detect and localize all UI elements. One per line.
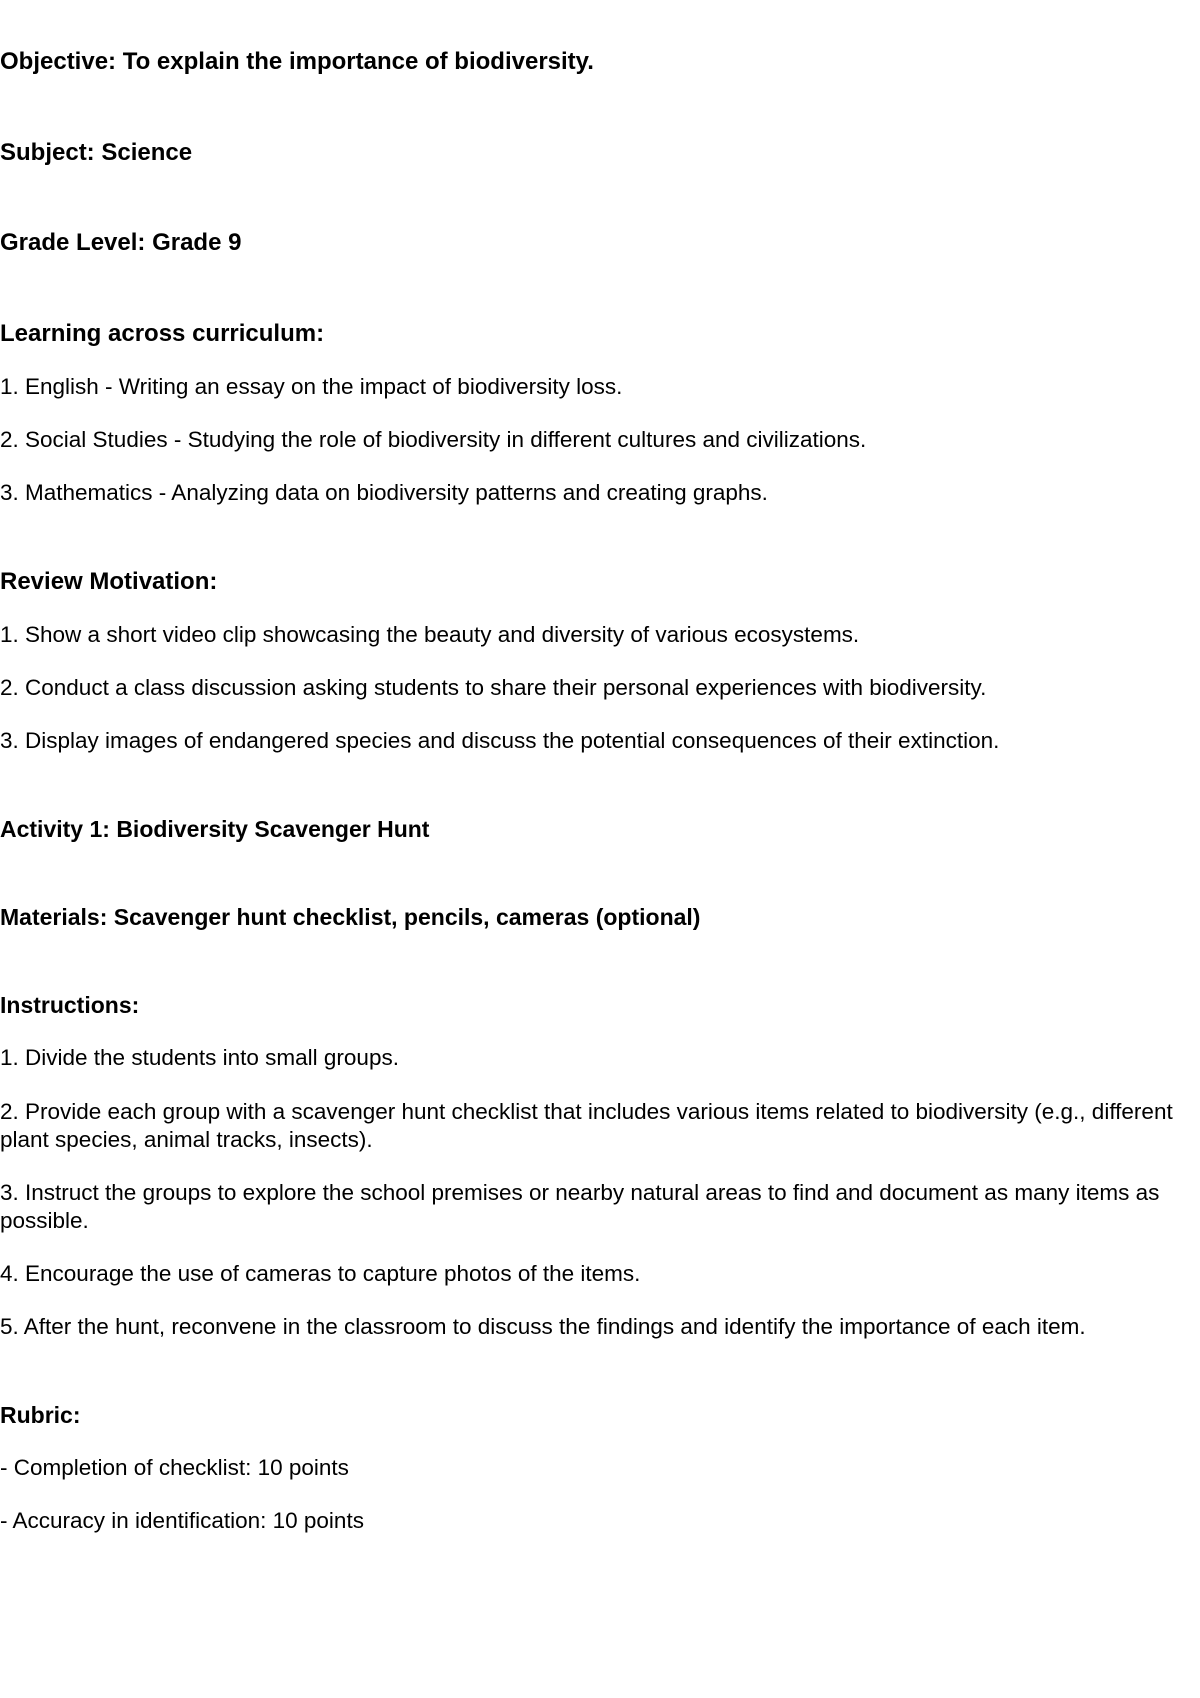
grade-level-heading: Grade Level: Grade 9	[0, 229, 242, 256]
instruction-item: 2. Provide each group with a scavenger hunt checklist that includes various items related to biodiversity (e.g., different plant species, animal tracks, insects).	[0, 1099, 1173, 1152]
curriculum-item: 1. English - Writing an essay on the impact of biodiversity loss.	[0, 374, 623, 399]
motivation-heading: Review Motivation:	[0, 568, 218, 595]
rubric-heading: Rubric:	[0, 1402, 81, 1428]
motivation-item: 2. Conduct a class discussion asking students to share their personal experiences with biodiversity.	[0, 675, 987, 700]
instruction-item: 1. Divide the students into small groups.	[0, 1045, 399, 1070]
instruction-item: 4. Encourage the use of cameras to capture photos of the items.	[0, 1261, 641, 1286]
motivation-item: 1. Show a short video clip showcasing the beauty and diversity of various ecosystems.	[0, 622, 860, 647]
rubric-item: - Accuracy in identification: 10 points	[0, 1508, 364, 1533]
curriculum-item: 3. Mathematics - Analyzing data on biodiversity patterns and creating graphs.	[0, 480, 768, 505]
objective-heading: Objective: To explain the importance of biodiversity.	[0, 48, 594, 75]
curriculum-item: 2. Social Studies - Studying the role of biodiversity in different cultures and civilizations.	[0, 427, 867, 452]
instructions-heading: Instructions:	[0, 992, 140, 1018]
rubric-item: - Completion of checklist: 10 points	[0, 1455, 349, 1480]
instruction-item: 5. After the hunt, reconvene in the classroom to discuss the findings and identify the importance of each item.	[0, 1314, 1086, 1339]
instruction-item: 3. Instruct the groups to explore the school premises or nearby natural areas to find and document as many items as possible.	[0, 1180, 1160, 1233]
curriculum-heading: Learning across curriculum:	[0, 320, 325, 347]
subject-heading: Subject: Science	[0, 139, 193, 166]
motivation-item: 3. Display images of endangered species and discuss the potential consequences of their extinction.	[0, 728, 1000, 753]
activity-title: Activity 1: Biodiversity Scavenger Hunt	[0, 816, 430, 842]
materials-heading: Materials: Scavenger hunt checklist, pencils, cameras (optional)	[0, 904, 701, 930]
